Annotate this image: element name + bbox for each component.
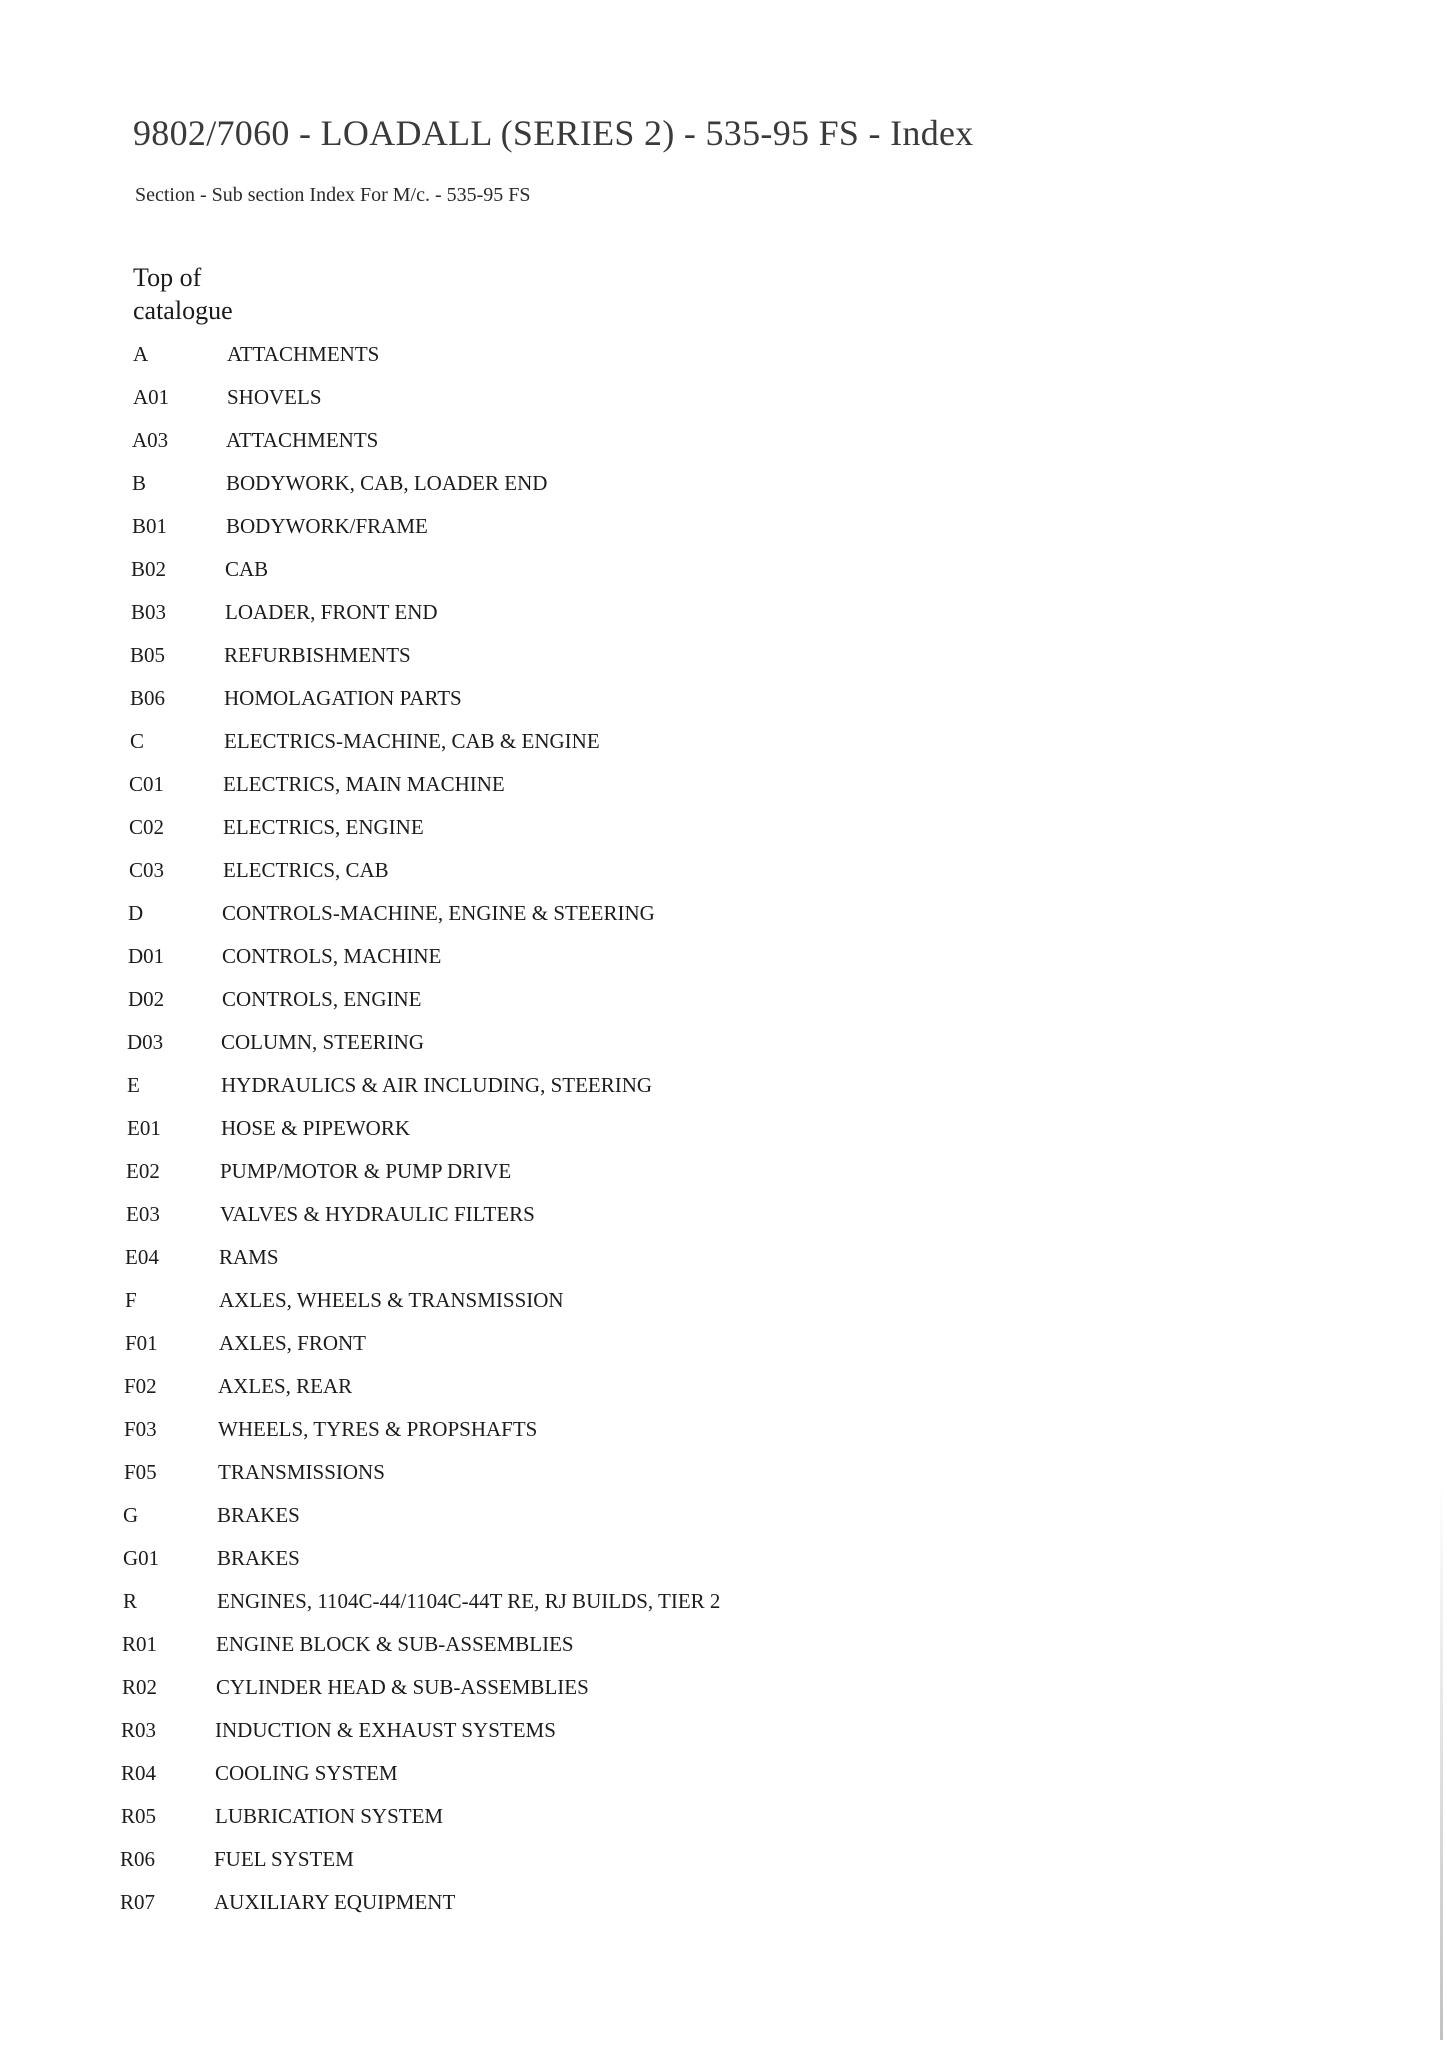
section-code: D03 [127,1030,164,1054]
section-label[interactable]: ENGINE BLOCK & SUB-ASSEMBLIES [216,1632,574,1656]
section-code: A [133,342,149,366]
index-row[interactable] [123,1543,300,1573]
section-code: B [132,471,147,495]
section-code: A01 [133,385,170,409]
page-title: 9802/7060 - LOADALL (SERIES 2) - 535-95 FS - Index [133,113,974,153]
index-row[interactable] [130,726,600,756]
top-of-catalogue-link[interactable]: Top of catalogue [133,263,233,325]
section-code: D [128,901,144,925]
section-label[interactable]: LOADER, FRONT END [225,600,438,624]
section-code: R06 [120,1847,156,1871]
section-label[interactable]: ELECTRICS, CAB [223,858,389,882]
section-code: R01 [122,1632,158,1656]
section-label[interactable]: CONTROLS, ENGINE [222,987,422,1011]
section-label[interactable]: AXLES, REAR [218,1374,353,1398]
index-row[interactable] [126,1199,535,1229]
index-row[interactable] [124,1414,537,1444]
section-code: F02 [124,1374,157,1398]
index-row[interactable] [130,683,462,713]
section-code: C01 [129,772,165,796]
index-row[interactable] [120,1844,354,1874]
section-label[interactable]: HOMOLAGATION PARTS [224,686,462,710]
section-label[interactable]: CONTROLS-MACHINE, ENGINE & STEERING [222,901,655,925]
section-code: E01 [127,1116,161,1140]
index-row[interactable] [125,1242,279,1272]
index-row[interactable] [132,468,547,498]
section-label[interactable]: CONTROLS, MACHINE [222,944,442,968]
index-row[interactable] [127,1027,424,1057]
section-code: A03 [132,428,169,452]
index-row[interactable] [121,1715,556,1745]
section-label[interactable]: INDUCTION & EXHAUST SYSTEMS [215,1718,556,1742]
section-code: B06 [130,686,166,710]
section-label[interactable]: ELECTRICS-MACHINE, CAB & ENGINE [224,729,600,753]
section-label[interactable]: VALVES & HYDRAULIC FILTERS [220,1202,535,1226]
index-row[interactable] [129,812,424,842]
section-label[interactable]: HYDRAULICS & AIR INCLUDING, STEERING [221,1073,653,1097]
section-label[interactable]: ATTACHMENTS [226,428,379,452]
index-row[interactable] [130,640,411,670]
section-label[interactable]: RAMS [219,1245,279,1269]
index-row[interactable] [122,1672,589,1702]
section-code: E04 [125,1245,159,1269]
section-code: R02 [122,1675,158,1699]
section-code: E02 [126,1159,160,1183]
section-code: E03 [126,1202,160,1226]
section-label[interactable]: LUBRICATION SYSTEM [215,1804,444,1828]
section-code: C03 [129,858,165,882]
page-edge-shadow [1440,1480,1443,2040]
section-code: B05 [130,643,166,667]
section-code: R04 [121,1761,157,1785]
section-code: R03 [121,1718,157,1742]
index-row[interactable] [124,1457,385,1487]
section-code: F05 [124,1460,157,1484]
section-label[interactable]: HOSE & PIPEWORK [221,1116,411,1140]
section-code: R07 [120,1890,156,1914]
section-label[interactable]: ENGINES, 1104C-44/1104C-44T RE, RJ BUILDS, TIER 2 [217,1589,721,1613]
index-row[interactable] [128,898,655,928]
index-row[interactable] [125,1285,564,1315]
section-label[interactable]: BODYWORK/FRAME [226,514,428,538]
section-label[interactable]: BODYWORK, CAB, LOADER END [226,471,548,495]
section-label[interactable]: PUMP/MOTOR & PUMP DRIVE [220,1159,512,1183]
section-label[interactable]: SHOVELS [227,385,322,409]
section-code: B03 [131,600,167,624]
section-label[interactable]: CYLINDER HEAD & SUB-ASSEMBLIES [216,1675,589,1699]
section-code: F03 [124,1417,157,1441]
section-label[interactable]: FUEL SYSTEM [214,1847,354,1871]
index-row[interactable] [129,769,505,799]
section-label[interactable]: ELECTRICS, MAIN MACHINE [223,772,505,796]
index-row[interactable] [132,511,428,541]
section-code: B02 [131,557,167,581]
section-label[interactable]: COLUMN, STEERING [221,1030,424,1054]
index-row[interactable] [123,1500,300,1530]
index-row[interactable] [133,382,322,412]
section-code: D01 [128,944,165,968]
index-row[interactable] [121,1801,443,1831]
section-code: B01 [132,514,168,538]
index-row[interactable] [133,339,379,369]
index-row[interactable] [125,1328,366,1358]
section-code: C02 [129,815,165,839]
section-label[interactable]: WHEELS, TYRES & PROPSHAFTS [218,1417,538,1441]
section-label[interactable]: ELECTRICS, ENGINE [223,815,424,839]
index-row[interactable] [131,554,268,584]
section-label[interactable]: CAB [225,557,269,581]
index-row[interactable] [132,425,378,455]
section-code: D02 [128,987,165,1011]
section-code: G [123,1503,139,1527]
index-row[interactable] [127,1113,410,1143]
section-label[interactable]: AXLES, WHEELS & TRANSMISSION [219,1288,564,1312]
section-code: F01 [125,1331,158,1355]
index-row[interactable] [127,1070,652,1100]
index-row[interactable] [124,1371,352,1401]
section-code: R05 [121,1804,157,1828]
section-code: E [127,1073,140,1097]
section-code: R [123,1589,138,1613]
index-row[interactable] [128,984,422,1014]
index-row[interactable] [131,597,438,627]
section-code: C [130,729,145,753]
section-code: F [125,1288,137,1312]
section-label[interactable]: BRAKES [217,1503,300,1527]
index-row[interactable] [129,855,389,885]
index-row[interactable] [121,1758,398,1788]
section-label[interactable]: ATTACHMENTS [227,342,380,366]
section-label[interactable]: REFURBISHMENTS [224,643,411,667]
section-label[interactable]: TRANSMISSIONS [218,1460,385,1484]
index-row[interactable] [122,1629,574,1659]
page-subtitle: Section - Sub section Index For M/c. - 535-95 FS [135,184,531,206]
index-row[interactable] [123,1586,720,1616]
section-label[interactable]: COOLING SYSTEM [215,1761,398,1785]
section-label[interactable]: AXLES, FRONT [219,1331,367,1355]
section-code: G01 [123,1546,160,1570]
index-row[interactable] [126,1156,511,1186]
index-row[interactable] [120,1887,455,1917]
section-label[interactable]: AUXILIARY EQUIPMENT [214,1890,456,1914]
index-row[interactable] [128,941,441,971]
section-label[interactable]: BRAKES [217,1546,300,1570]
